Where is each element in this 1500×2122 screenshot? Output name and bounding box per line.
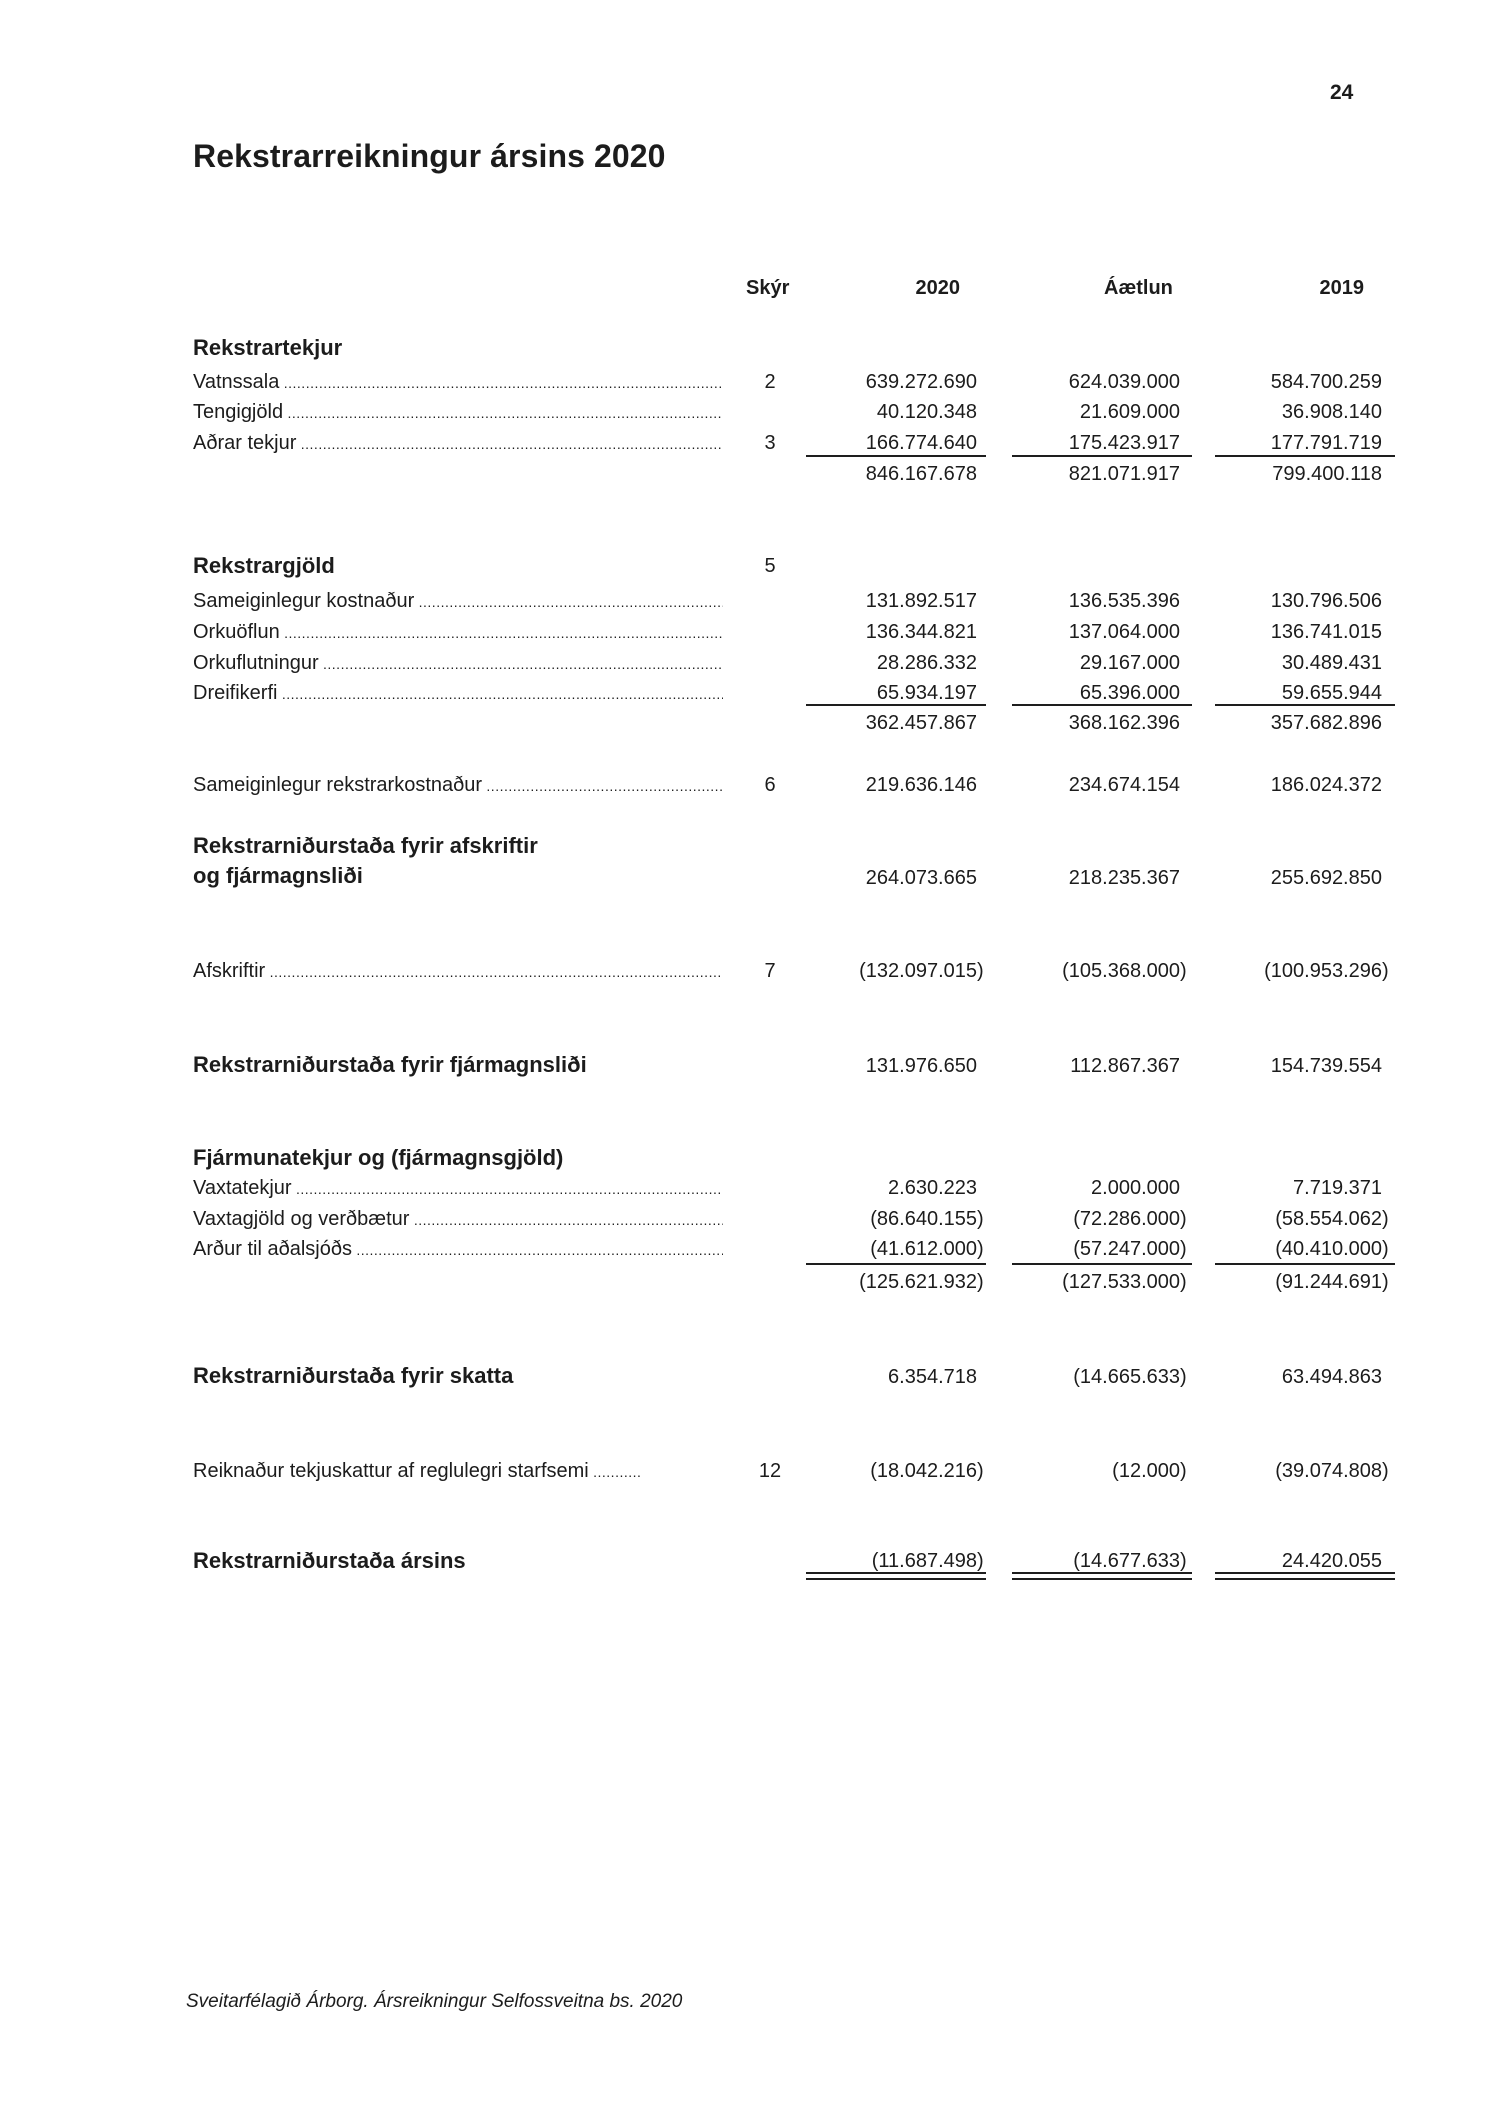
table-row-depreciation [0, 961, 1500, 985]
column-header-2020: 2020 [915, 277, 960, 299]
subtotal-rule [1012, 1263, 1192, 1265]
subtotal-rule [1012, 455, 1192, 457]
table-row [0, 1178, 1500, 1202]
subtotal-rule [1215, 1263, 1395, 1265]
value-budget: (57.247.000) [1073, 1238, 1187, 1260]
value-2019: (100.953.296) [1264, 960, 1389, 982]
value-2020: (132.097.015) [859, 960, 984, 982]
double-rule-top [1012, 1572, 1192, 1574]
table-row [0, 372, 1500, 396]
double-rule-top [1215, 1572, 1395, 1574]
result-before-tax-label: Rekstrarniðurstaða fyrir skatta [193, 1363, 514, 1388]
value-2019: (58.554.062) [1275, 1208, 1389, 1230]
row-label: Sameiginlegur rekstrarkostnaður ..... [193, 775, 723, 795]
value-2020: 2.630.223 [888, 1177, 977, 1199]
value-budget: 65.396.000 [1079, 682, 1180, 704]
row-note: 7 [764, 960, 776, 982]
row-note: 6 [764, 774, 776, 796]
value-2020: 131.976.650 [865, 1055, 977, 1077]
table-row [0, 1209, 1500, 1233]
value-2019: 130.796.506 [1270, 590, 1382, 612]
table-row [0, 1239, 1500, 1263]
table-row [0, 653, 1500, 677]
value-2019: (40.410.000) [1275, 1238, 1389, 1260]
value-budget: 821.071.917 [1068, 463, 1180, 485]
value-budget: 368.162.396 [1068, 712, 1180, 734]
leader-dots: ........... [588, 1464, 642, 1480]
value-budget: 21.609.000 [1079, 401, 1180, 423]
table-row-income-tax [0, 1461, 1500, 1485]
section-heading-revenue: Rekstrartekjur [193, 335, 343, 360]
value-2019: 136.741.015 [1270, 621, 1382, 643]
value-budget: 29.167.000 [1079, 652, 1180, 674]
value-budget: (105.368.000) [1062, 960, 1187, 982]
value-budget: (14.677.633) [1073, 1550, 1187, 1572]
value-2019: 7.719.371 [1293, 1177, 1382, 1199]
value-2019: 36.908.140 [1281, 401, 1382, 423]
value-2020: 65.934.197 [876, 682, 977, 704]
value-budget: (127.533.000) [1062, 1271, 1187, 1293]
value-2020: 40.120.348 [876, 401, 977, 423]
value-2020: 6.354.718 [888, 1366, 977, 1388]
double-rule-top [806, 1572, 986, 1574]
value-budget: 137.064.000 [1068, 621, 1180, 643]
subtotal-row-revenue [0, 464, 1500, 488]
result-before-depreciation-label-2: og fjármagnsliði [193, 863, 363, 888]
value-budget: 2.000.000 [1091, 1177, 1180, 1199]
row-label: Dreifikerfi ..... [193, 683, 723, 703]
subtotal-row-expenses [0, 713, 1500, 737]
value-2020: (18.042.216) [870, 1460, 984, 1482]
value-2020: 136.344.821 [865, 621, 977, 643]
row-label: Aðrar tekjur ..... [193, 433, 723, 453]
value-2020: 28.286.332 [876, 652, 977, 674]
value-2019: 30.489.431 [1281, 652, 1382, 674]
subtotal-rule [806, 455, 986, 457]
row-note: 5 [764, 555, 776, 577]
value-2019: 59.655.944 [1281, 682, 1382, 704]
page-title: Rekstrarreikningur ársins 2020 [193, 138, 666, 174]
value-budget: (14.665.633) [1073, 1366, 1187, 1388]
section-heading-financial: Fjármunatekjur og (fjármagnsgjöld) [193, 1145, 564, 1170]
table-row [0, 591, 1500, 615]
net-result-label: Rekstrarniðurstaða ársins [193, 1548, 466, 1573]
value-2019: 186.024.372 [1270, 774, 1382, 796]
row-note: 12 [758, 1460, 782, 1482]
double-rule-bottom [1215, 1578, 1395, 1580]
value-2019: 255.692.850 [1270, 867, 1382, 889]
column-header-note: Skýr [746, 277, 790, 299]
page-number: 24 [1330, 81, 1354, 104]
value-budget: 136.535.396 [1068, 590, 1180, 612]
value-2020: (125.621.932) [859, 1271, 984, 1293]
row-label: Arður til aðalsjóðs ..... [193, 1239, 723, 1259]
value-2020: (86.640.155) [870, 1208, 984, 1230]
column-header-2019: 2019 [1319, 277, 1364, 299]
row-label: Vaxtatekjur ..... [193, 1178, 723, 1198]
value-budget: (12.000) [1112, 1460, 1187, 1482]
value-2019: 24.420.055 [1281, 1550, 1382, 1572]
row-note: 2 [764, 371, 776, 393]
subtotal-rule [1215, 455, 1395, 457]
subtotal-rule [1012, 704, 1192, 706]
value-2020: 131.892.517 [865, 590, 977, 612]
value-2019: (91.244.691) [1275, 1271, 1389, 1293]
value-2020: 219.636.146 [865, 774, 977, 796]
section-note-row [0, 553, 1500, 580]
subtotal-rule [806, 1263, 986, 1265]
value-budget: 234.674.154 [1068, 774, 1180, 796]
row-label-text: Reiknaður tekjuskattur af reglulegri starfsemi [193, 1460, 589, 1482]
table-row-shared-operating [0, 775, 1500, 799]
value-2019: 357.682.896 [1270, 712, 1382, 734]
value-2020: (41.612.000) [870, 1238, 984, 1260]
row-label: Orkuflutningur ..... [193, 653, 723, 673]
value-2020: 846.167.678 [865, 463, 977, 485]
value-2019: 63.494.863 [1281, 1366, 1382, 1388]
value-2020: 639.272.690 [865, 371, 977, 393]
value-2019: 177.791.719 [1270, 432, 1382, 454]
row-label: Sameiginlegur kostnaður ..... [193, 591, 723, 611]
row-label: Afskriftir ..... [193, 961, 723, 981]
value-budget: 175.423.917 [1068, 432, 1180, 454]
table-row-result-before-depreciation [0, 868, 1500, 892]
subtotal-rule [1215, 704, 1395, 706]
row-label [193, 1461, 641, 1481]
value-budget: 112.867.367 [1070, 1055, 1180, 1077]
value-2019: 584.700.259 [1270, 371, 1382, 393]
value-2019: 799.400.118 [1272, 463, 1382, 485]
result-before-depreciation-label-1: Rekstrarniðurstaða fyrir afskriftir [193, 833, 538, 858]
value-2019: 154.739.554 [1270, 1055, 1382, 1077]
double-rule-bottom [1012, 1578, 1192, 1580]
value-budget: 624.039.000 [1068, 371, 1180, 393]
value-2020: (11.687.498) [871, 1550, 984, 1572]
row-label: Orkuöflun ..... [193, 622, 723, 642]
value-2019: (39.074.808) [1275, 1460, 1389, 1482]
value-2020: 166.774.640 [865, 432, 977, 454]
value-budget: (72.286.000) [1073, 1208, 1187, 1230]
table-row [0, 402, 1500, 426]
value-2020: 362.457.867 [865, 712, 977, 734]
row-note: 3 [764, 432, 776, 454]
double-rule-bottom [806, 1578, 986, 1580]
table-row-result-before-financial [0, 1052, 1500, 1080]
table-row [0, 433, 1500, 457]
result-before-financial-label: Rekstrarniðurstaða fyrir fjármagnsliði [193, 1052, 587, 1077]
row-label: Tengigjöld ..... [193, 402, 723, 422]
section-heading-expenses: Rekstrargjöld [193, 553, 335, 578]
row-label: Vaxtagjöld og verðbætur ..... [193, 1209, 723, 1229]
value-2020: 264.073.665 [865, 867, 977, 889]
value-budget: 218.235.367 [1068, 867, 1180, 889]
subtotal-rule [806, 704, 986, 706]
table-row [0, 622, 1500, 646]
column-header-budget: Áætlun [1104, 277, 1173, 299]
table-row-result-before-tax [0, 1363, 1500, 1391]
row-label: Vatnssala ..... [193, 372, 723, 392]
page-footer: Sveitarfélagið Árborg. Ársreikningur Selfossveitna bs. 2020 [186, 1991, 683, 2012]
subtotal-row-financial [0, 1272, 1500, 1296]
